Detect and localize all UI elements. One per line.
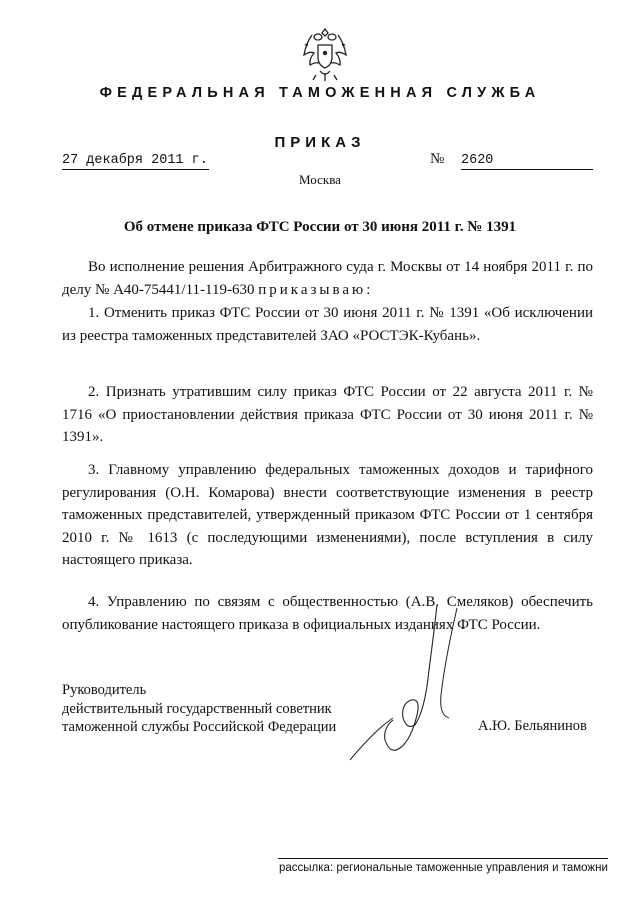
order-number-label: № — [430, 151, 445, 167]
intro-paragraph — [62, 256, 593, 301]
document-type: ПРИКАЗ — [274, 134, 366, 151]
signatory-line-3: таможенной службы Российской Федерации — [62, 719, 337, 735]
order-number: 2620 — [461, 153, 593, 170]
order-subject: Об отмене приказа ФТС России от 30 июня 2011 г. № 1391 — [123, 219, 517, 235]
item-3: 3. Главному управлению федеральных таможенных доходов и тарифного регулирования (О.Н. Комарова) внести соответствующие изменения в реестр таможенных представителей, утвержденный приказом ФТС России от 1 сентября 2010 г. № 1613 (с последующими изменениями), после вступления в силу настоящего приказа. — [62, 462, 593, 568]
city: Москва — [299, 172, 341, 187]
signatory-name: А.Ю. Бельянинов — [478, 718, 587, 734]
handwritten-signature — [345, 600, 475, 770]
item-1: 1. Отменить приказ ФТС России от 30 июня 2011 г. № 1391 «Об исключении из реестра таможенных представителей ЗАО «РОСТЭК-Кубань». — [62, 305, 593, 344]
order-date: 27 декабря 2011 г. — [62, 153, 208, 168]
signatory-position — [62, 681, 336, 737]
distribution-list: рассылка: региональные таможенные управления и таможни — [279, 862, 608, 874]
item-2: 2. Признать утратившим силу приказ ФТС России от 22 августа 2011 г. № 1716 «О приостановлении действия приказа ФТС России от 30 июня 2011 г. № 1391». — [62, 384, 593, 445]
coat-of-arms-emblem — [298, 25, 352, 83]
intro-text: Во исполнение решения Арбитражного суда г. Москвы от 14 ноября 2011 г. по делу № А40-75441/11-119-630 — [62, 259, 593, 298]
signatory-line-1: Руководитель — [62, 682, 147, 698]
agency-name: ФЕДЕРАЛЬНАЯ ТАМОЖЕННАЯ СЛУЖБА — [99, 85, 541, 101]
signatory-line-2: действительный государственный советник — [62, 700, 332, 717]
item-4: 4. Управлению по связям с общественностью (А.В. Смеляков) обеспечить опубликование настоящего приказа в официальных изданиях ФТС России. — [62, 594, 593, 633]
intro-verb: приказываю: — [258, 281, 374, 298]
distribution-divider — [278, 858, 608, 859]
